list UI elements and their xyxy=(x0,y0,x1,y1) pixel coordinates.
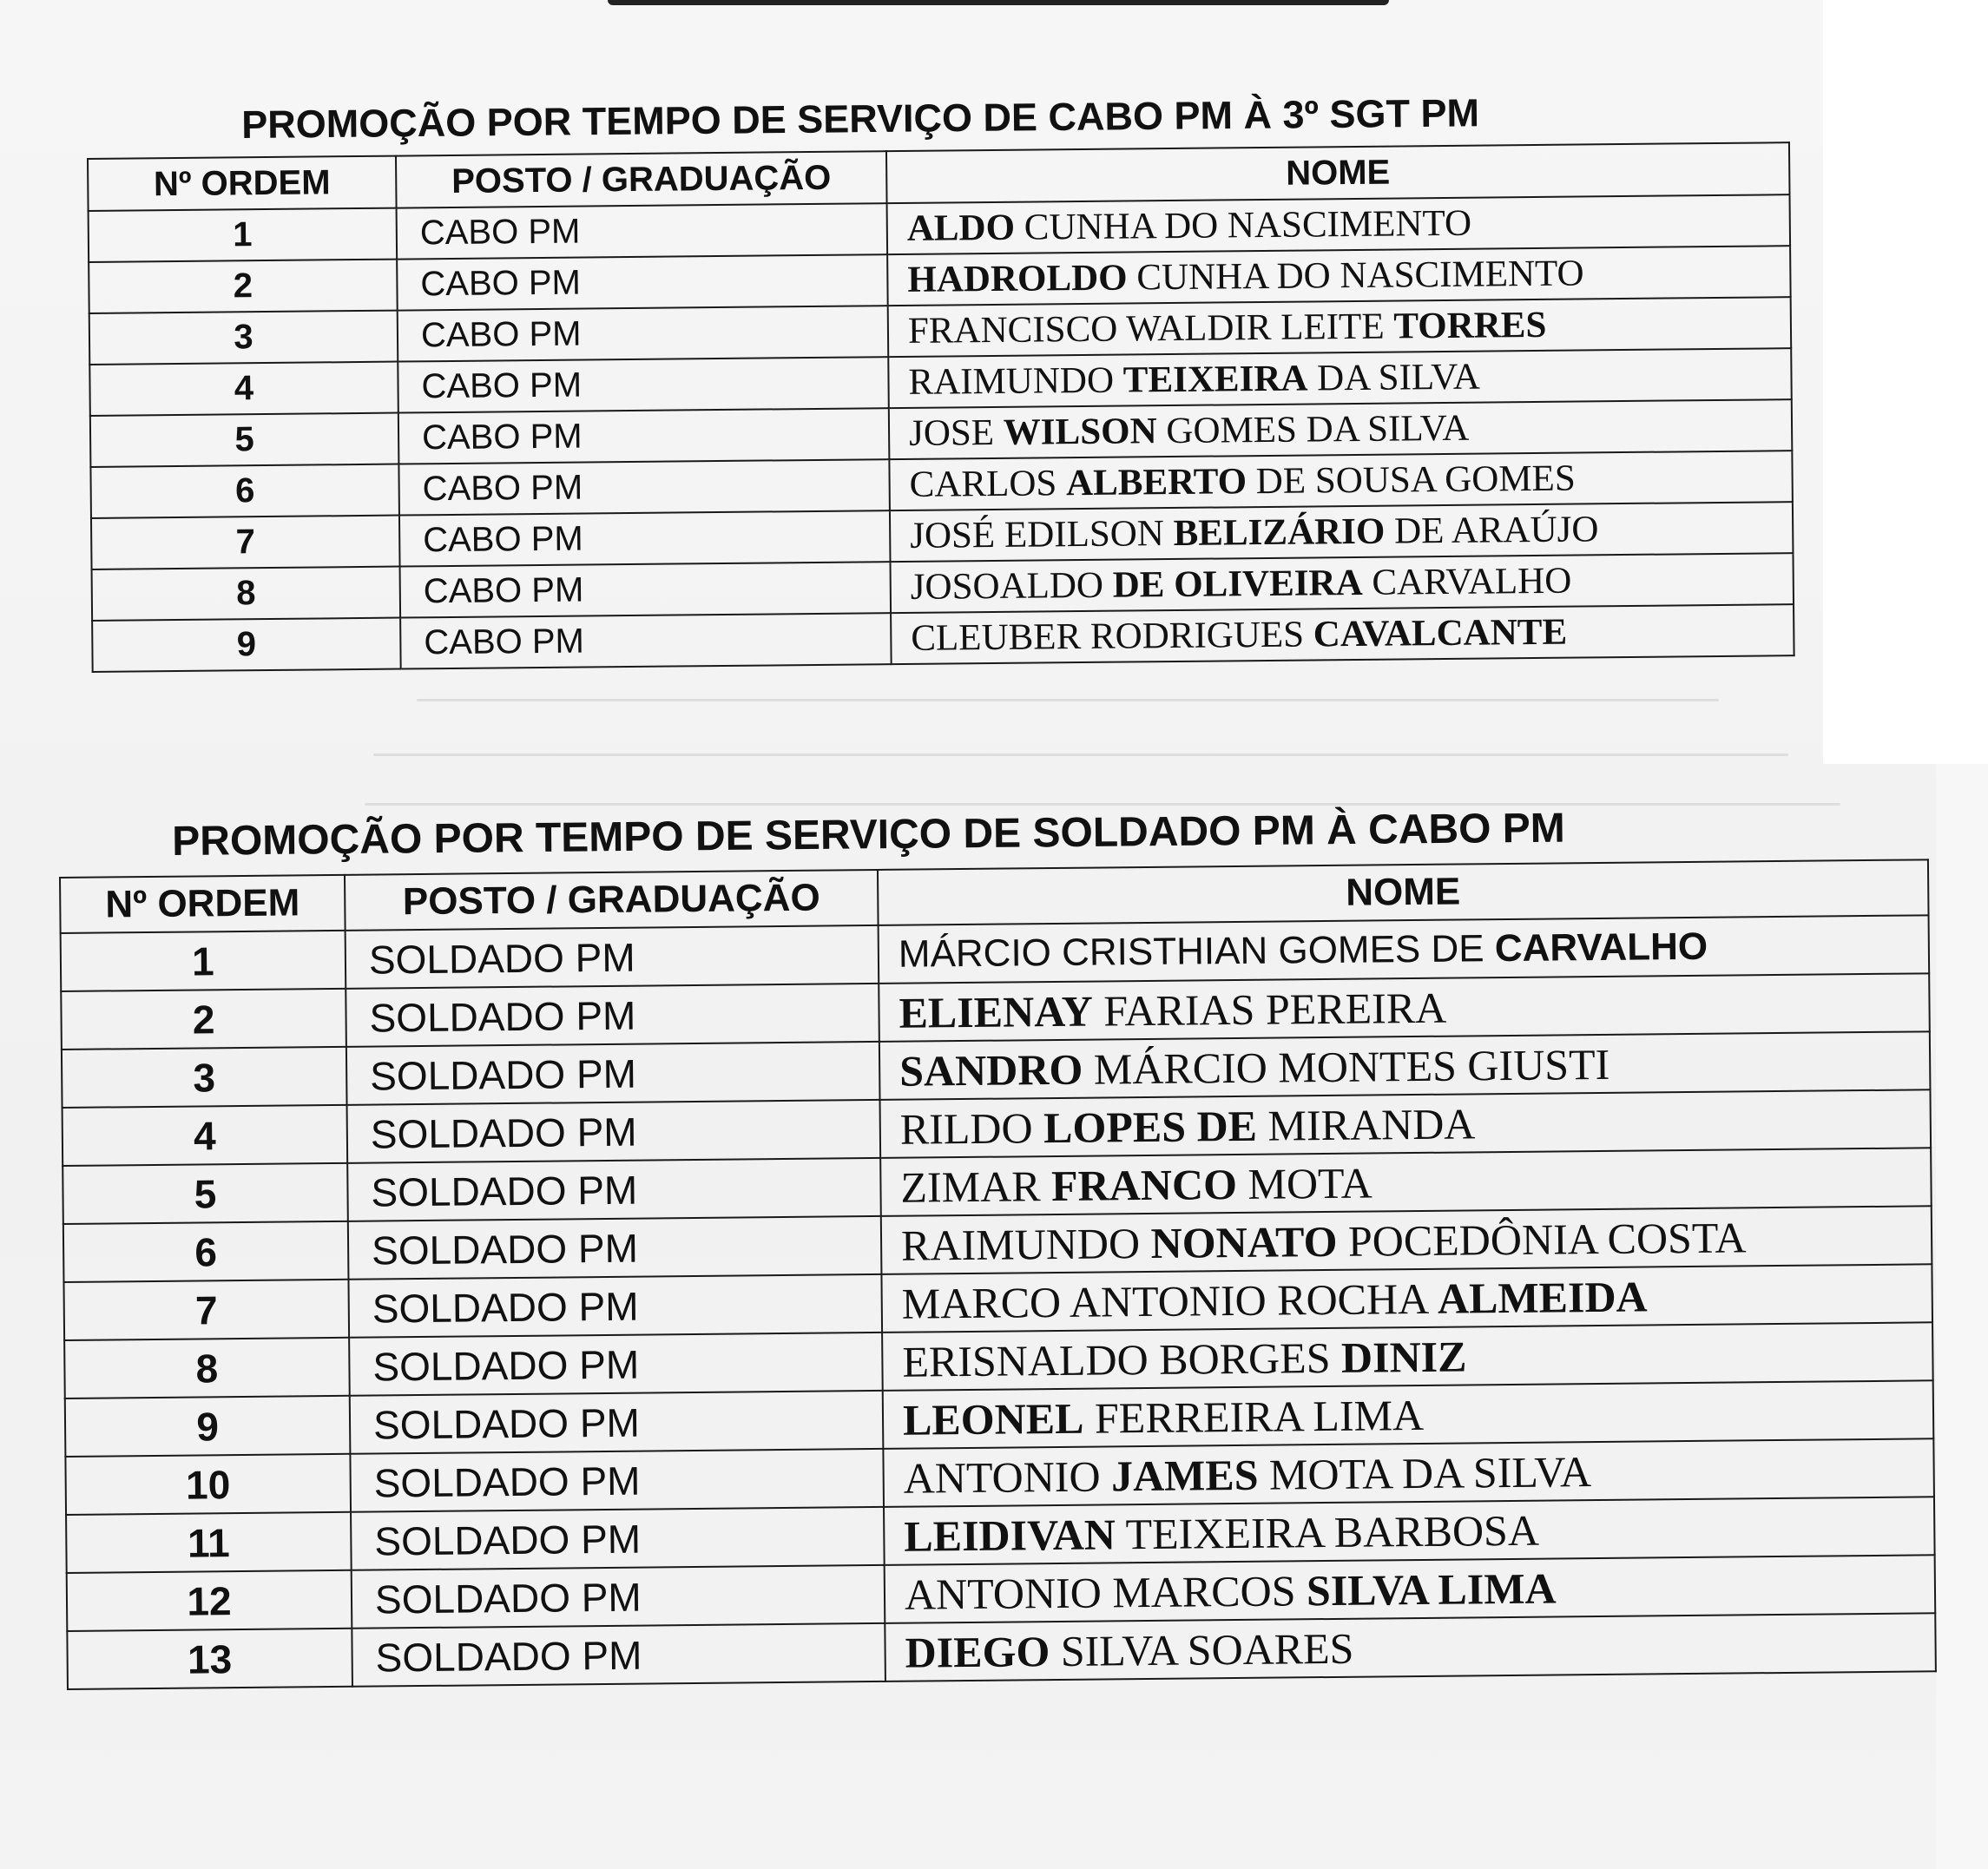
name-part: RAIMUNDO xyxy=(900,1218,1151,1270)
rank-cell: SOLDADO PM xyxy=(352,1565,885,1629)
name-part: ERISNALDO BORGES xyxy=(902,1333,1342,1386)
name-part: DA SILVA xyxy=(1307,356,1481,399)
name-part: CARVALHO xyxy=(1362,560,1572,603)
name-part: RAIMUNDO xyxy=(908,359,1123,403)
section2-title: PROMOÇÃO POR TEMPO DE SERVIÇO DE SOLDADO PM À CABO PM xyxy=(172,805,1566,865)
name-part: DE SOUSA GOMES xyxy=(1246,457,1576,503)
order-number: 6 xyxy=(90,464,399,518)
name-cell xyxy=(883,1380,1934,1449)
order-number: 3 xyxy=(62,1047,347,1108)
order-number: 10 xyxy=(65,1454,351,1515)
name-part: MÁRCIO MONTES GIUSTI xyxy=(1083,1039,1610,1094)
name-cell xyxy=(883,1438,1934,1507)
rank-cell: SOLDADO PM xyxy=(347,1158,881,1221)
name-part-bold: LEIDIVAN xyxy=(904,1509,1116,1561)
order-number: 11 xyxy=(66,1512,352,1573)
name-part-bold: NONATO xyxy=(1150,1216,1338,1267)
rank-cell: CABO PM xyxy=(397,203,888,259)
header-name: NOME xyxy=(878,859,1929,925)
order-number: 2 xyxy=(89,260,398,313)
name-part-bold: TEIXEIRA xyxy=(1122,358,1308,401)
name-part-bold: SANDRO xyxy=(899,1044,1083,1096)
name-part: ZIMAR xyxy=(900,1161,1052,1212)
name-part-bold: ALDO xyxy=(906,207,1016,249)
rank-cell: SOLDADO PM xyxy=(349,1333,883,1396)
section1-table-body xyxy=(89,194,1794,672)
order-number: 7 xyxy=(63,1280,349,1340)
name-cell xyxy=(881,1206,1932,1274)
order-number: 9 xyxy=(65,1396,351,1457)
name-part: ANTONIO MARCOS xyxy=(904,1565,1307,1619)
name-part-bold: ALBERTO xyxy=(1065,461,1247,504)
page-top-edge xyxy=(608,0,1389,5)
name-part: RILDO xyxy=(899,1102,1044,1154)
name-part: ANTONIO xyxy=(903,1451,1112,1503)
order-number: 6 xyxy=(63,1221,349,1282)
name-part-bold: DINIZ xyxy=(1340,1331,1467,1382)
name-part-bold: CARVALHO xyxy=(1494,925,1708,970)
name-part-bold: BELIZÁRIO xyxy=(1173,510,1386,555)
name-part: POCEDÔNIA COSTA xyxy=(1337,1212,1747,1266)
name-part: FARIAS PEREIRA xyxy=(1092,983,1447,1036)
rank-cell: CABO PM xyxy=(398,306,889,361)
name-part: MOTA xyxy=(1236,1157,1373,1208)
section2-table-body xyxy=(61,915,1936,1689)
name-part-bold: FRANCO xyxy=(1050,1159,1238,1210)
rank-cell: SOLDADO PM xyxy=(348,1216,882,1280)
rank-cell: SOLDADO PM xyxy=(350,1391,884,1454)
name-part-bold: TORRES xyxy=(1393,304,1547,347)
bleed-through-line xyxy=(365,803,1840,806)
rank-cell: SOLDADO PM xyxy=(346,984,879,1047)
name-part-bold: HADROLDO xyxy=(907,257,1128,300)
order-number: 1 xyxy=(61,931,346,991)
name-cell xyxy=(880,1148,1932,1216)
order-number: 4 xyxy=(89,362,398,416)
rank-cell: CABO PM xyxy=(400,613,892,668)
rank-cell: SOLDADO PM xyxy=(352,1623,885,1687)
header-name: NOME xyxy=(886,142,1790,203)
section1-title: PROMOÇÃO POR TEMPO DE SERVIÇO DE CABO PM À 3º SGT PM xyxy=(241,90,1480,147)
rank-cell: SOLDADO PM xyxy=(346,1042,880,1105)
name-part: CUNHA DO NASCIMENTO xyxy=(1014,202,1472,248)
name-cell xyxy=(884,1497,1935,1565)
header-rank: POSTO / GRADUAÇÃO xyxy=(345,870,879,931)
bleed-through-line xyxy=(417,699,1719,701)
name-cell xyxy=(889,399,1793,459)
name-part: DE ARAÚJO xyxy=(1385,509,1599,552)
order-number: 7 xyxy=(91,516,400,569)
rank-cell: CABO PM xyxy=(400,562,892,617)
name-cell xyxy=(879,915,1930,984)
name-part-bold: JAMES xyxy=(1110,1450,1259,1500)
name-part: FERREIRA LIMA xyxy=(1083,1390,1425,1443)
name-part: MARCO ANTONIO ROCHA xyxy=(901,1273,1438,1328)
header-order: Nº ORDEM xyxy=(60,875,346,933)
order-number: 4 xyxy=(63,1105,348,1166)
order-number: 12 xyxy=(67,1570,352,1631)
name-part: FRANCISCO WALDIR LEITE xyxy=(907,306,1394,352)
name-part-bold: SILVA LIMA xyxy=(1306,1563,1557,1615)
name-part: MOTA DA SILVA xyxy=(1258,1446,1592,1499)
rank-cell: CABO PM xyxy=(397,254,888,310)
name-cell xyxy=(891,553,1794,613)
order-number: 8 xyxy=(92,567,401,621)
name-part: TEIXEIRA BARBOSA xyxy=(1115,1505,1540,1558)
name-part-bold: ALMEIDA xyxy=(1437,1271,1648,1323)
name-cell xyxy=(880,1089,1932,1158)
bleed-through-line xyxy=(373,754,1788,756)
rank-cell: SOLDADO PM xyxy=(351,1507,885,1570)
header-order: Nº ORDEM xyxy=(88,156,397,211)
order-number: 13 xyxy=(67,1629,352,1689)
name-part: GOMES DA SILVA xyxy=(1156,407,1470,452)
name-part: CLEUBER RODRIGUES xyxy=(911,614,1314,659)
rank-cell: CABO PM xyxy=(398,408,890,464)
name-part: JOSE xyxy=(908,411,1004,454)
section2-table xyxy=(59,859,1937,1690)
page-edge-highlight xyxy=(1823,0,1988,764)
order-number: 3 xyxy=(89,311,398,365)
order-number: 8 xyxy=(64,1338,350,1398)
order-number: 5 xyxy=(63,1163,348,1224)
section1-table xyxy=(87,141,1795,673)
name-cell xyxy=(879,973,1930,1042)
rank-cell: SOLDADO PM xyxy=(348,1274,882,1338)
name-part: MÁRCIO CRISTHIAN GOMES DE xyxy=(898,926,1496,976)
name-part-bold: LOPES DE xyxy=(1043,1101,1258,1152)
name-part: CUNHA DO NASCIMENTO xyxy=(1127,253,1584,299)
name-part-bold: ELIENAY xyxy=(899,986,1094,1037)
name-cell xyxy=(887,194,1791,254)
name-part: SILVA SOARES xyxy=(1050,1623,1354,1675)
rank-cell: CABO PM xyxy=(399,510,891,566)
order-number: 2 xyxy=(61,989,346,1050)
name-part: JOSOALDO xyxy=(910,564,1113,608)
name-part-bold: DIEGO xyxy=(905,1626,1050,1677)
name-part-bold: LEONEL xyxy=(902,1393,1084,1445)
name-part: MIRANDA xyxy=(1256,1098,1476,1150)
name-cell xyxy=(890,502,1794,562)
rank-cell: CABO PM xyxy=(398,459,890,515)
name-cell xyxy=(885,1555,1936,1623)
order-number: 9 xyxy=(92,618,401,672)
header-rank: POSTO / GRADUAÇÃO xyxy=(396,151,887,207)
name-part-bold: CAVALCANTE xyxy=(1313,611,1568,655)
name-cell xyxy=(891,604,1794,664)
name-part: JOSÉ EDILSON xyxy=(909,513,1174,556)
name-cell xyxy=(882,1322,1933,1391)
name-cell xyxy=(889,451,1793,510)
name-part-bold: WILSON xyxy=(1003,411,1157,453)
rank-cell: CABO PM xyxy=(398,357,889,412)
name-part-bold: DE OLIVEIRA xyxy=(1112,562,1363,606)
name-cell xyxy=(881,1264,1932,1333)
name-cell xyxy=(885,1613,1936,1681)
rank-cell: SOLDADO PM xyxy=(346,925,879,989)
name-part: CARLOS xyxy=(909,463,1067,505)
order-number: 5 xyxy=(90,413,399,467)
page-edge-shadow xyxy=(1936,764,1988,1869)
rank-cell: SOLDADO PM xyxy=(347,1100,881,1163)
order-number: 1 xyxy=(89,208,398,262)
name-cell xyxy=(888,348,1792,408)
rank-cell: SOLDADO PM xyxy=(350,1449,884,1512)
name-cell xyxy=(887,246,1791,306)
name-cell xyxy=(879,1031,1931,1100)
name-cell xyxy=(888,297,1792,357)
